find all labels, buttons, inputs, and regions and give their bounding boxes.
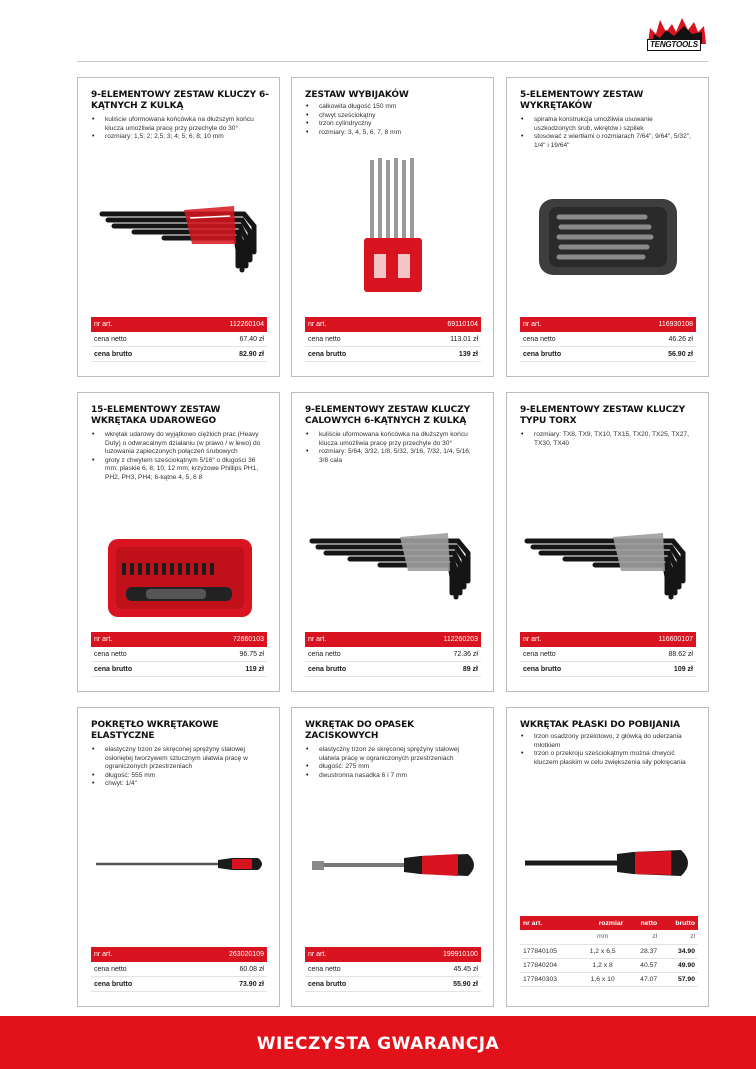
unit-cell: zł [660, 930, 698, 944]
net-price-label: cena netto [308, 965, 341, 973]
net-price-row [305, 332, 481, 347]
product-card [77, 707, 280, 1007]
gross-price-label: cena brutto [94, 980, 133, 988]
net-price-label: cena netto [308, 335, 341, 343]
article-label: nr art. [308, 321, 327, 328]
product-card [291, 77, 494, 377]
gross-price: 89 zł [462, 665, 478, 673]
gross-price-label: cena brutto [308, 665, 347, 673]
column-header: nr art. [520, 916, 579, 930]
feature-item: • długość: 555 mm [91, 772, 267, 781]
net-price-label: cena netto [94, 650, 127, 658]
feature-list [305, 746, 481, 780]
feature-item: • trzon osadzony przelotowo, z główką do uderzania młotkiem [520, 733, 696, 750]
gross-price-row [520, 347, 696, 362]
size-cell: 1,2 x 8 [579, 958, 626, 972]
gross-price-label: cena brutto [94, 665, 133, 673]
article-row [305, 632, 481, 647]
price-box [91, 947, 267, 992]
net-price-row [91, 332, 267, 347]
price-box [305, 947, 481, 992]
article-row [305, 317, 481, 332]
article-row [520, 632, 696, 647]
gross-price-label: cena brutto [308, 980, 347, 988]
feature-item: • kuliście uformowana końcówka na dłuższym końcu klucza umożliwia pracę przy przechyle do 30° [91, 116, 267, 133]
table-row [520, 958, 698, 972]
table-row [520, 972, 698, 986]
feature-list [520, 431, 696, 448]
gross-price-row [91, 347, 267, 362]
net-price-cell: 47.07 [626, 972, 660, 986]
column-header: rozmiar [579, 916, 626, 930]
footer-banner [0, 1016, 756, 1069]
gross-price-label: cena brutto [523, 350, 562, 358]
article-label: nr art. [308, 951, 327, 958]
unit-cell [520, 930, 579, 944]
article-number: 69110104 [447, 321, 478, 328]
feature-item: • całkowita długość 150 mm [305, 103, 481, 112]
feature-list [91, 431, 267, 483]
product-card [291, 707, 494, 1007]
price-box [305, 632, 481, 677]
article-number-cell: 177840105 [520, 944, 579, 958]
gross-price: 73.90 zł [239, 980, 264, 988]
net-price: 113.01 zł [450, 335, 478, 343]
price-box [91, 317, 267, 362]
price-box [91, 632, 267, 677]
article-label: nr art. [94, 636, 113, 643]
product-card [77, 77, 280, 377]
product-title: 9-ELEMENTOWY ZESTAW KLUCZY 6-KĄTNYCH Z KULKĄ [91, 90, 269, 111]
net-price-label: cena netto [94, 335, 127, 343]
net-price-label: cena netto [523, 335, 556, 343]
article-number: 112260104 [229, 321, 264, 328]
feature-item: • dwustronna nasadka 6 i 7 mm [305, 772, 481, 781]
article-number: 263020109 [228, 951, 264, 958]
net-price-cell: 40.57 [626, 958, 660, 972]
net-price-row [91, 962, 267, 977]
gross-price-row [520, 662, 696, 677]
feature-list [520, 733, 696, 767]
net-price: 72.36 zł [453, 650, 478, 658]
gross-price-row [305, 977, 481, 992]
feature-item: • stosować z wiertłami o rozmiarach 7/64", 9/64", 5/32", 1/4" i 19/64" [520, 133, 696, 150]
flat-go-through-screwdriver-image [521, 846, 697, 880]
product-title: ZESTAW WYBIJAKÓW [305, 90, 409, 100]
feature-item: • rozmiary: TX8, TX9, TX10, TX15, TX20, TX25, TX27, TX30, TX40 [520, 431, 696, 448]
gross-price: 119 zł [245, 665, 264, 673]
product-card [77, 392, 280, 692]
gross-price: 82.90 zł [239, 350, 264, 358]
gross-price-label: cena brutto [94, 350, 133, 358]
feature-item: • elastyczny trzon ze skręconej sprężyny stalowej osłoniętej tworzywem sztucznym ułatwia pracę w ograniczonych przestrzeniach [91, 746, 267, 772]
price-box [520, 632, 696, 677]
article-number: 116930108 [658, 321, 693, 328]
price-box [305, 317, 481, 362]
gross-price: 56.90 zł [668, 350, 693, 358]
screw-extractor-set-image [535, 193, 681, 281]
article-number: 116600107 [658, 636, 693, 643]
impact-driver-set-image [106, 537, 254, 619]
hose-clamp-driver-image [308, 848, 482, 882]
net-price: 46.26 zł [668, 335, 693, 343]
feature-item: • chwyt sześciokątny [305, 112, 481, 121]
net-price-row [520, 332, 696, 347]
feature-list [520, 116, 696, 150]
gross-price-cell: 49.90 [660, 958, 698, 972]
table-header-row [520, 916, 698, 930]
product-card [291, 392, 494, 692]
net-price-label: cena netto [308, 650, 341, 658]
article-row [91, 632, 267, 647]
gross-price-row [305, 662, 481, 677]
net-price-row [91, 647, 267, 662]
article-label: nr art. [308, 636, 327, 643]
feature-item: • trzon o przekroju sześciokątnym można chwycić kluczem płaskim w celu zwiększenia siły pokręcania [520, 750, 696, 767]
gross-price: 139 zł [458, 350, 478, 358]
net-price: 60.08 zł [239, 965, 264, 973]
feature-item: • rozmiary: 3, 4, 5, 6, 7, 8 mm [305, 129, 481, 138]
article-number-cell: 177840303 [520, 972, 579, 986]
feature-list [305, 103, 481, 137]
size-cell: 1,2 x 6,5 [579, 944, 626, 958]
feature-item: • chwyt: 1/4" [91, 780, 267, 789]
product-title: 15-ELEMENTOWY ZESTAW WKRĘTAKA UDAROWEGO [91, 405, 221, 426]
feature-item: • groty z chwytem sześciokątnym 5/16" o długości 36 mm: płaskie 6, 8, 10, 12 mm; krzyżowe Phillips PH1, PH2, PH3, PH4; 6-kątne 4, 5, 6 8 [91, 457, 267, 483]
column-header: brutto [660, 916, 698, 930]
flexible-spinner-image [92, 854, 268, 874]
feature-item: • kuliście uformowana końcówka na dłuższym końcu klucza umożliwia pracę przy przechyle do 30° [305, 431, 481, 448]
gross-price: 109 zł [673, 665, 693, 673]
product-title: 5-ELEMENTOWY ZESTAW WYKRĘTAKÓW [520, 90, 644, 111]
net-price-row [520, 647, 696, 662]
feature-item: • wkrętak udarowy do wyjątkowo ciężkich prac (Heavy Duty) o odwracalnym działaniu (w prawo / w lewo) do luzowania zapieczonych połączeń śrubowych [91, 431, 267, 457]
feature-list [91, 116, 267, 142]
net-price: 88.62 zł [668, 650, 693, 658]
torx-key-set-image [521, 527, 695, 601]
product-title: 9-ELEMENTOWY ZESTAW KLUCZY CALOWYCH 6-KĄTNYCH Z KULKĄ [305, 405, 470, 426]
article-number: 112260203 [443, 636, 478, 643]
net-price-row [305, 647, 481, 662]
unit-cell: zł [626, 930, 660, 944]
net-price: 67.40 zł [239, 335, 264, 343]
pin-punch-set-image [360, 154, 424, 294]
product-card [506, 392, 709, 692]
price-table [520, 916, 698, 987]
table-row [520, 944, 698, 958]
feature-list [305, 431, 481, 465]
unit-cell: mm [579, 930, 626, 944]
feature-item: • rozmiary: 5/64, 3/32, 1/8, 5/32, 3/16, 7/32, 1/4, 5/16, 3/8 cala [305, 448, 481, 465]
gross-price-label: cena brutto [308, 350, 347, 358]
article-number: 199910100 [442, 951, 478, 958]
product-title: POKRĘTŁO WKRĘTAKOWE ELASTYCZNE [91, 720, 219, 741]
product-title: WKRĘTAK DO OPASEK ZACISKOWYCH [305, 720, 415, 741]
product-title: 9-ELEMENTOWY ZESTAW KLUCZY TYPU TORX [520, 405, 685, 426]
net-price-label: cena netto [523, 650, 556, 658]
feature-item: • długość: 275 mm [305, 763, 481, 772]
gross-price-row [305, 347, 481, 362]
hex-key-set-image [94, 196, 266, 276]
feature-list [91, 746, 267, 789]
product-card [506, 77, 709, 377]
table-units-row [520, 930, 698, 944]
article-row [91, 947, 267, 962]
gross-price-row [91, 662, 267, 677]
feature-item: • rozmiary: 1,5; 2; 2,5; 3; 4; 5; 6; 8; 10 mm [91, 133, 267, 142]
article-row [91, 317, 267, 332]
inch-hex-key-set-image [306, 525, 480, 601]
net-price-cell: 28.37 [626, 944, 660, 958]
gross-price-cell: 34.90 [660, 944, 698, 958]
net-price-row [305, 962, 481, 977]
column-header: netto [626, 916, 660, 930]
product-title: WKRĘTAK PŁASKI DO POBIJANIA [520, 720, 680, 730]
size-cell: 1,6 x 10 [579, 972, 626, 986]
net-price-label: cena netto [94, 965, 127, 973]
price-box [520, 317, 696, 362]
feature-item: • spiralna konstrukcja umożliwia usuwanie uszkodzonych śrub, wkrętów i szpilek [520, 116, 696, 133]
gross-price-row [91, 977, 267, 992]
brand-logo-text: TENGTOOLS [647, 39, 701, 51]
article-number-cell: 177840204 [520, 958, 579, 972]
header-divider [77, 61, 708, 62]
feature-item: • trzon cylindryczny [305, 120, 481, 129]
feature-item: • elastyczny trzon ze skręconej sprężyny stalowej ułatwia pracę w ograniczonych przestrzeniach [305, 746, 481, 763]
article-row [305, 947, 481, 962]
gross-price-label: cena brutto [523, 665, 562, 673]
lifetime-warranty-text: WIECZYSTA GWARANCJA [256, 1034, 500, 1054]
gross-price: 55.90 zł [453, 980, 478, 988]
article-label: nr art. [94, 951, 113, 958]
article-number: 72660103 [232, 636, 264, 643]
net-price: 45.45 zł [453, 965, 478, 973]
article-label: nr art. [523, 321, 542, 328]
net-price: 96.75 zł [239, 650, 264, 658]
article-row [520, 317, 696, 332]
article-label: nr art. [523, 636, 542, 643]
article-label: nr art. [94, 321, 113, 328]
gross-price-cell: 57.90 [660, 972, 698, 986]
product-card [506, 707, 709, 1007]
